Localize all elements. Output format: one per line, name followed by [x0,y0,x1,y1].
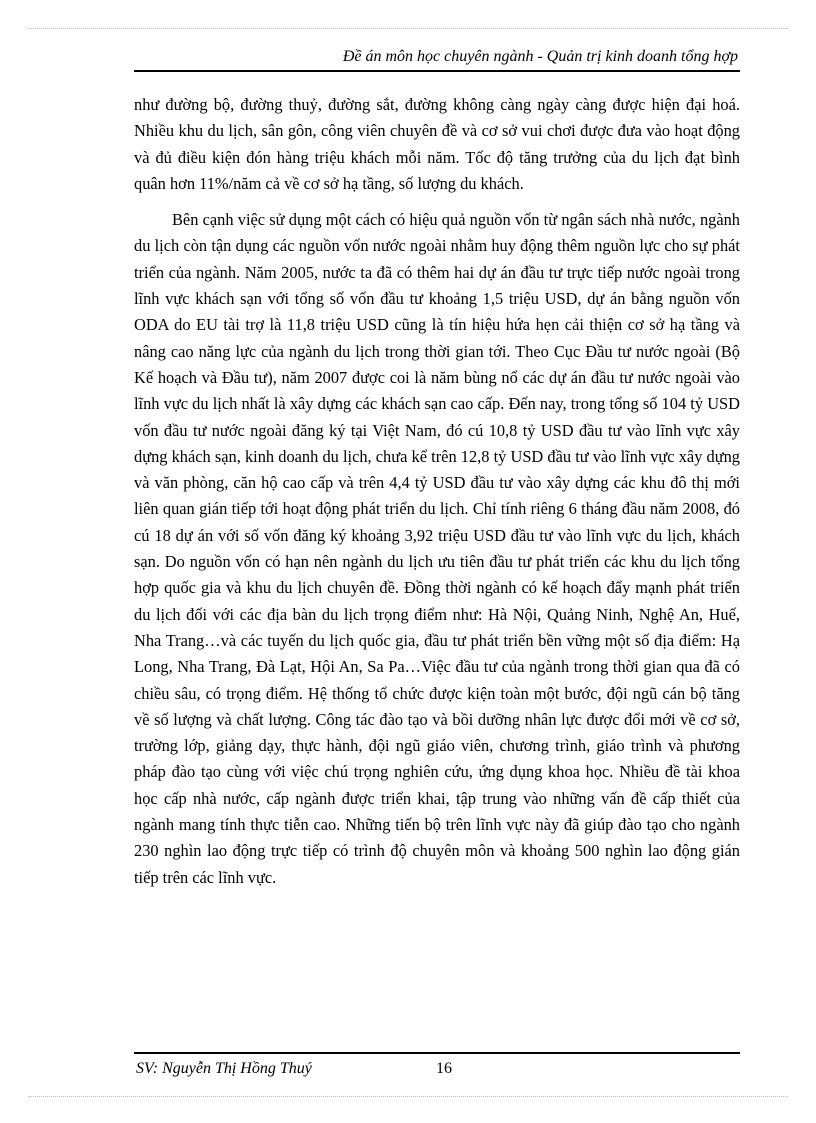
header-divider [134,70,740,72]
paragraph-1: như đường bộ, đường thuỷ, đường sắt, đường không càng ngày càng được hiện đại hoá. Nhiều khu du lịch, sân gôn, công viên chuyên đề và cơ sở vui chơi được đưa vào hoạt động và đủ điều kiện đón hàng triệu khách mỗi năm. Tốc độ tăng trưởng của du lịch đạt bình quân hơn 11%/năm cả về cơ sở hạ tầng, số lượng du khách. [134,95,740,193]
document-body [134,92,740,891]
page-frame-bottom-border [28,1096,788,1097]
page-header [134,46,740,72]
paragraph-2: Bên cạnh việc sử dụng một cách có hiệu quả nguồn vốn từ ngân sách nhà nước, ngành du lịch còn tận dụng các nguồn vốn nước ngoài nhằm huy động thêm nguồn lực cho sự phát triển của ngành. Năm 2005, nước ta đã có thêm hai dự án đầu tư trực tiếp nước ngoài trong lĩnh vực khách sạn với tổng số vốn đầu tư khoảng 1,5 triệu USD, dự án bằng nguồn vốn ODA do EU tài trợ là 11,8 triệu USD cũng là tín hiệu hứa hẹn cải thiện cơ sở hạ tầng và nâng cao năng lực của ngành du lịch trong thời gian tới. Theo Cục Đầu tư nước ngoài (Bộ Kế hoạch và Đầu tư), năm 2007 được coi là năm bùng nổ các dự án đầu tư nước ngoài vào lĩnh vực du lịch nhất là xây dựng các khách sạn cao cấp. Đến nay, trong tổng số 104 tỷ USD vốn đầu tư nước ngoài đăng ký tại Việt Nam, đó cú 10,8 tỷ USD đầu tư vào lĩnh vực xây dựng khách sạn, kinh doanh du lịch, chưa kể trên 12,8 tỷ USD đầu tư vào lĩnh vực xây dựng và văn phòng, căn hộ cao cấp và trên 4,4 tỷ USD đầu tư vào xây dựng các khu đô thị mới liên quan gián tiếp tới hoạt động phát triển du lịch. Chỉ tính riêng 6 tháng đầu năm 2008, đó cú 18 dự án với số vốn đăng ký khoảng 3,92 triệu USD đầu tư vào lĩnh vực du lịch, khách sạn. Do nguồn vốn có hạn nên ngành du lịch ưu tiên đầu tư phát triển các khu du lịch tổng hợp quốc gia và khu du lịch chuyên đề. Đồng thời ngành có kế hoạch đẩy mạnh phát triển du lịch đối với các địa bàn du lịch trọng điểm như: Hà Nội, Quảng Ninh, Nghệ An, Huế, Nha Trang…và các tuyến du lịch quốc gia, đầu tư phát triển bền vững một số địa điểm: Hạ Long, Nha Trang, Đà Lạt, Hội An, Sa Pa…Việc đầu tư của ngành trong thời gian qua đã có chiều sâu, có trọng điểm. Hệ thống tổ chức được kiện toàn một bước, đội ngũ cán bộ tăng về số lượng và chất lượng. Công tác đào tạo và bồi dưỡng nhân lực được đổi mới về cơ sở, trường lớp, giảng dạy, thực hành, đội ngũ giáo viên, chương trình, giáo trình và phương pháp đào tạo cùng với việc chú trọng nghiên cứu, ứng dụng khoa học. Nhiều đề tài khoa học cấp nhà nước, cấp ngành được triển khai, tập trung vào những vấn đề cấp thiết của ngành mang tính thực tiễn cao. Những tiến bộ trên lĩnh vực này đã giúp đào tạo cho ngành 230 nghìn lao động trực tiếp có trình độ chuyên môn và khoảng 500 nghìn lao động gián tiếp trên các lĩnh vực. [134,210,740,887]
footer-divider [134,1052,740,1054]
page-number: 16 [436,1060,452,1077]
header-title: Đề án môn học chuyên ngành - Quản trị kinh doanh tổng hợp [342,48,738,65]
footer-student-name: SV: Nguyễn Thị Hồng Thuý [136,1060,312,1077]
page-footer [134,1052,740,1082]
page-frame-top-border [28,28,788,29]
